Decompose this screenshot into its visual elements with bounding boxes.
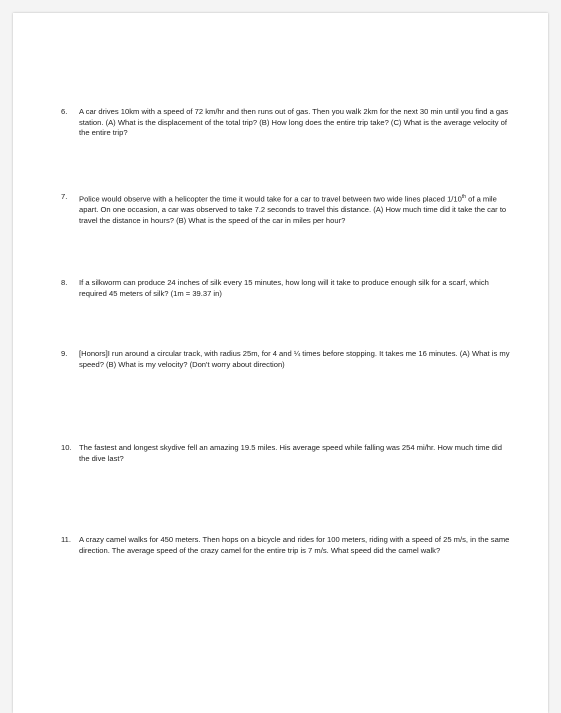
question-6: [61, 107, 511, 139]
question-10: [61, 443, 511, 464]
question-text: A crazy camel walks for 450 meters. Then hops on a bicycle and rides for 100 meters, riding with a speed of 25 m/s, in the same direction. The average speed of the crazy camel for the entire trip is 7 m/s. What speed did the camel walk?: [79, 535, 510, 555]
question-number: 10.: [61, 443, 72, 452]
question-text: If a silkworm can produce 24 inches of silk every 15 minutes, how long will it take to produce enough silk for a scarf, which required 45 meters of silk? (1m = 39.37 in): [79, 278, 489, 298]
question-text-part: of a mile apart. On one occasion, a car was observed to take 7.2 seconds to travel this distance. (A) How much time did it take the car to travel the distance in hours? (B) What is the speed of the car in miles per hour?: [79, 194, 507, 225]
question-7: [61, 192, 511, 226]
question-number: 9.: [61, 349, 68, 358]
question-9: [61, 349, 511, 370]
document-page: [13, 13, 548, 713]
question-number: 6.: [61, 107, 68, 116]
question-number: 7.: [61, 192, 68, 201]
question-text-part: Police would observe with a helicopter the time it would take for a car to travel between two wide lines placed 1/10: [79, 194, 462, 204]
ordinal-superscript: th: [461, 194, 467, 200]
question-text: The fastest and longest skydive fell an amazing 19.5 miles. His average speed while falling was 254 mi/hr. How much time did the dive last?: [79, 443, 502, 463]
question-text: A car drives 10km with a speed of 72 km/hr and then runs out of gas. Then you walk 2km for the next 30 min until you find a gas station. (A) What is the displacement of the total trip? (B) How long does the entire trip take? (C) What is the average velocity of the entire trip?: [79, 107, 509, 138]
question-number: 11.: [61, 535, 71, 544]
question-11: [61, 535, 511, 556]
question-8: [61, 278, 511, 299]
question-number: 8.: [61, 278, 68, 287]
question-text: [79, 192, 511, 226]
question-text: [Honors]I run around a circular track, with radius 25m, for 4 and ¼ times before stopping. It takes me 16 minutes. (A) What is my speed? (B) What is my velocity? (Don't worry about direction): [79, 349, 510, 369]
